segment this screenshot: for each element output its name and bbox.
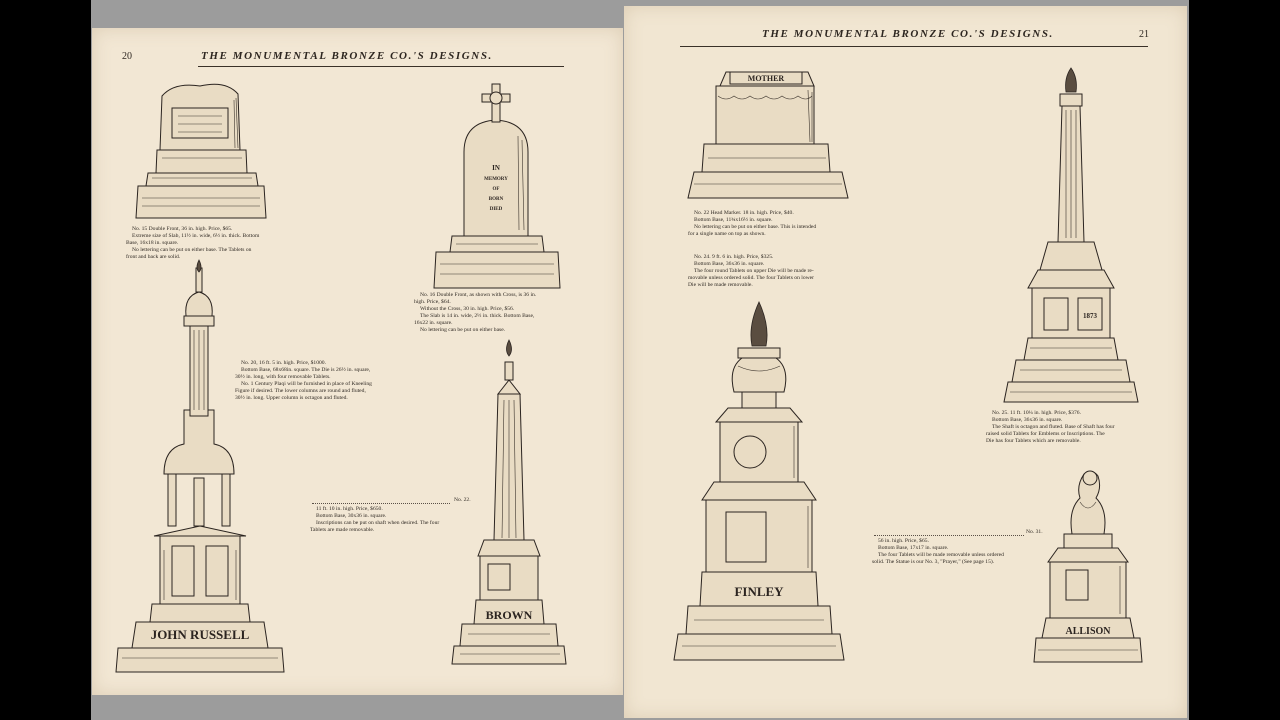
caption-no22-line: Inscriptions can be put on shaft when desired. The four <box>316 520 440 526</box>
caption-no31-line: solid. The Statue is our No. 3, "Prayer," (See page 15). <box>872 559 995 565</box>
caption-no25-line: No. 25. 11 ft. 10¼ in. high. Price, $376. <box>992 410 1081 416</box>
monument-no22-illustration <box>450 340 568 668</box>
monument-no15-illustration <box>134 78 269 223</box>
caption-no16-line: No. 16 Double Front, as shown with Cross, is 36 in. <box>420 292 537 298</box>
caption-no20-line: 30½ in. long. Upper column is octagon and fluted. <box>235 395 348 401</box>
no25-tablet-inscription: 1873 <box>1083 312 1097 320</box>
caption-no24-line: Bottom Base, 36x36 in. square. <box>694 261 765 267</box>
caption-no24-line: The four round Tablets on upper Die will be made re- <box>694 268 814 274</box>
no16-slab-line-3: OF <box>492 187 500 192</box>
caption-no15-line: Base, 16x18 in. square. <box>126 240 179 246</box>
header-rule <box>198 66 564 67</box>
no31-base-inscription: ALLISON <box>1065 626 1111 637</box>
no22-label: No. 22. <box>454 497 471 503</box>
caption-no22-head-marker-line: No lettering can be put on either base. This is intended <box>694 224 817 230</box>
caption-no16 <box>414 292 580 334</box>
no31-label: No. 31. <box>1026 529 1043 535</box>
caption-no22-head-marker-line: for a single name on top as shown. <box>688 231 766 237</box>
running-head: THE MONUMENTAL BRONZE CO.'S DESIGNS. <box>762 28 1054 40</box>
catalog-page-left <box>92 28 623 695</box>
caption-no15-line: Extreme size of Slab, 11½ in. wide, 6½ in. thick. Bottom <box>132 233 260 239</box>
page-number: 20 <box>122 51 132 62</box>
leader-dots <box>874 535 1024 536</box>
no16-slab-line-5: DIED <box>489 207 503 212</box>
caption-no22-head-marker-line: Bottom Base, 11¾x16½ in. square. <box>694 217 773 223</box>
caption-no31 <box>872 538 1048 566</box>
caption-no16-line: high. Price, $64. <box>414 299 451 305</box>
caption-no25 <box>986 410 1162 445</box>
monument-no31-illustration <box>1032 466 1144 666</box>
caption-no20-line: 30½ in. long, with four removable Tablets. <box>235 374 331 380</box>
caption-no22-line: Bottom Base, 30x36 in. square. <box>316 513 387 519</box>
caption-no20 <box>235 360 405 402</box>
no20-base-inscription: JOHN RUSSELL <box>150 627 250 642</box>
caption-no24-line: No. 24. 9 ft. 6 in. high. Price, $325. <box>694 254 774 260</box>
monument-no24-illustration <box>672 296 846 664</box>
caption-no15-line: No lettering can be put on either base. The Tablets on <box>132 247 252 253</box>
no22-base-inscription: BROWN <box>485 608 533 622</box>
caption-no15-line: No. 15 Double Front, 36 in. high. Price, $65. <box>132 226 233 232</box>
caption-no25-line: The Shaft is octagon and fluted. Base of Shaft has four <box>992 424 1115 430</box>
caption-no24-line: Die will be made removable. <box>688 282 753 288</box>
running-head: THE MONUMENTAL BRONZE CO.'S DESIGNS. <box>201 50 493 62</box>
caption-no22-line: 11 ft. 10 in. high. Price, $650. <box>316 506 383 512</box>
caption-no20-line: No. 1 Century Plaqi will be furnished in place of Kneeling <box>241 381 372 387</box>
caption-no22-head-marker <box>688 210 860 238</box>
leader-dots <box>312 503 450 504</box>
caption-no22-line: Tablets are made removable. <box>310 527 375 533</box>
caption-no31-line: Bottom Base, 17x17 in. square. <box>878 545 949 551</box>
caption-no31-line: The four Tablets will be made removable unless ordered <box>878 552 1004 558</box>
caption-no24-line: movable unless ordered solid. The four Tablets on lower <box>688 275 815 281</box>
monument-no20-illustration <box>114 260 286 676</box>
caption-no15 <box>126 226 286 261</box>
no16-slab-line-2: MEMORY <box>484 177 508 182</box>
no16-slab-line-1: IN <box>492 164 500 172</box>
caption-no25-line: Bottom Base, 36x36 in. square. <box>992 417 1063 423</box>
page-number: 21 <box>1139 29 1149 40</box>
catalog-page-right <box>624 6 1187 718</box>
no22-head-marker-inscription: MOTHER <box>747 74 785 83</box>
caption-no16-line: 16x22 in. square. <box>414 320 453 326</box>
caption-no25-line: raised solid Tablets for Emblems or Inscriptions. The <box>986 431 1105 437</box>
caption-no16-line: Without the Cross, 30 in. high. Price, $56. <box>420 306 515 312</box>
caption-no16-line: The Slab is 14 in. wide, 2½ in. thick. Bottom Base, <box>420 313 535 319</box>
caption-no31-line: 56 in. high. Price, $65. <box>878 538 929 544</box>
caption-no20-line: Bottom Base, 68x68in. square. The Die is 26½ in. square, <box>241 367 371 373</box>
caption-no16-line: No lettering can be put on either base. <box>420 327 506 333</box>
caption-no22 <box>310 506 480 534</box>
caption-no25-line: Die has four Tablets which are removable. <box>986 438 1081 444</box>
caption-no20-line: Figure if desired. The lower columns are round and fluted, <box>235 388 366 394</box>
caption-no20-line: No. 20, 16 ft. 5 in. high. Price, $1000. <box>241 360 326 366</box>
caption-no22-head-marker-line: No. 22 Head Marker. 18 in. high. Price, $40. <box>694 210 794 216</box>
header-rule <box>680 46 1148 47</box>
monument-no16-illustration <box>432 80 562 292</box>
caption-no15-line: front and back are solid. <box>126 254 181 260</box>
monument-no22-head-marker-illustration <box>686 68 850 204</box>
no24-base-inscription: FINLEY <box>734 584 784 599</box>
monument-no25-illustration <box>1002 66 1140 406</box>
no16-slab-line-4: BORN <box>488 197 504 202</box>
caption-no24 <box>688 254 860 289</box>
